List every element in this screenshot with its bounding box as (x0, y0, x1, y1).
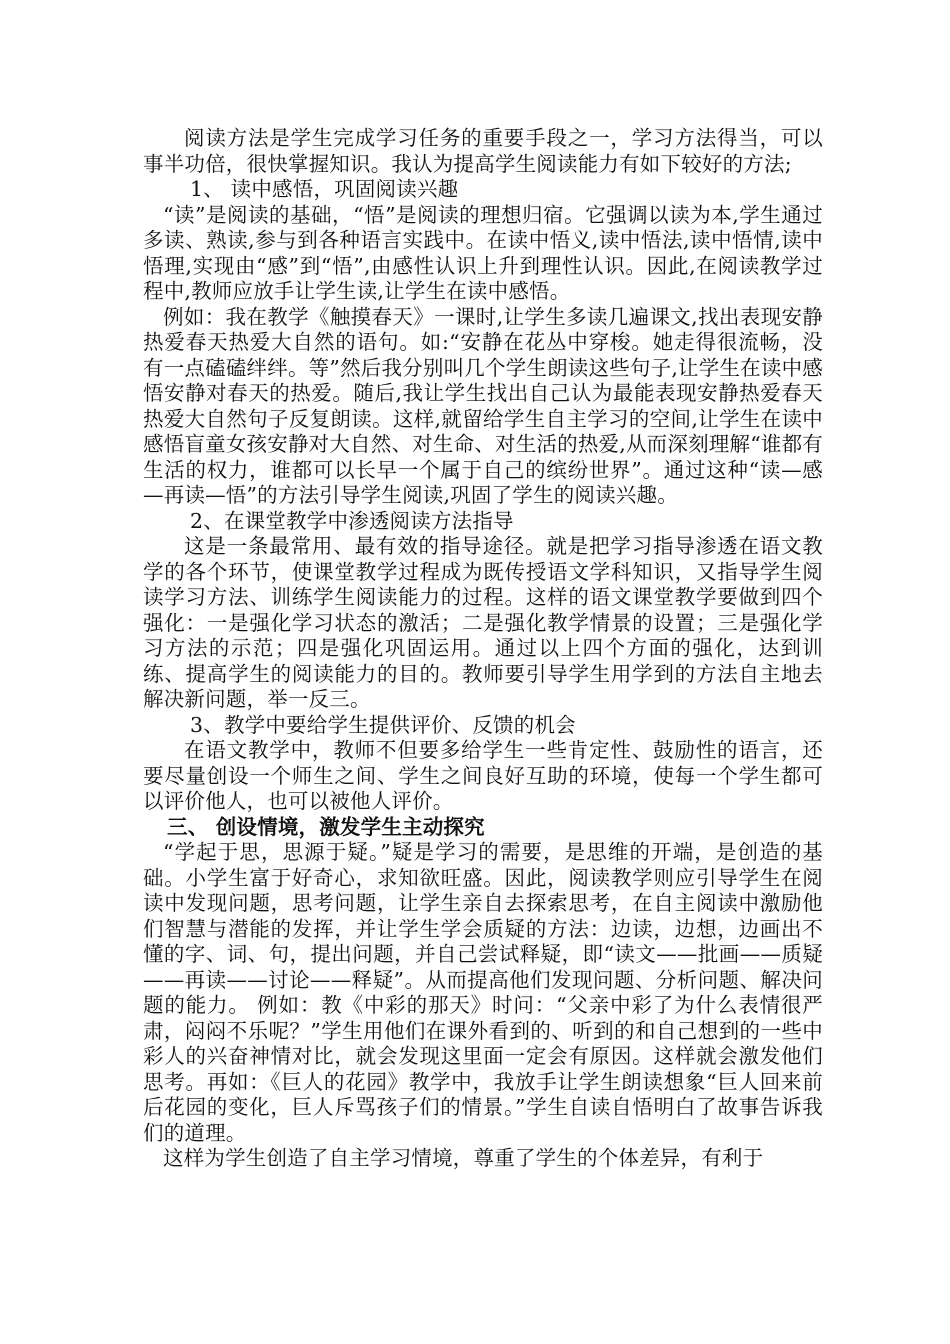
document-body (143, 126, 823, 1172)
section-3-heading: 3、教学中要给学生提供评价、反馈的机会 (190, 712, 576, 737)
section-1-paragraph: “读”是阅读的基础，“悟”是阅读的理想归宿。它强调以读为本,学生通过多读、熟读,参与到各种语言实践中。在读中悟义,读中悟法,读中悟情,读中悟理,实现由“感”到“悟”,由感性认识上升到理性认识。因此,在阅读教学过程中,教师应放手让学生读,让学生在读中感悟。 (143, 202, 823, 303)
section-2-heading: 2、在课堂教学中渗透阅读方法指导 (190, 508, 514, 533)
section-3-paragraph: 在语文教学中，教师不但要多给学生一些肯定性、鼓励性的语言，还要尽量创设一个师生之间、学生之间良好互助的环境，使每一个学生都可以评价他人，也可以被他人评价。 (143, 738, 823, 813)
section-2-paragraph: 这是一条最常用、最有效的指导途径。就是把学习指导渗透在语文教学的各个环节，使课堂教学过程成为既传授语文学科知识，又指导学生阅读学习方法、训练学生阅读能力的过程。这样的语文课堂教学要做到四个强化：一是强化学习状态的激活；二是强化教学情景的设置；三是强化学习方法的示范；四是强化巩固运用。通过以上四个方面的强化，达到训练、提高学生的阅读能力的目的。教师要引导学生用学到的方法自主地去解决新问题，举一反三。 (143, 534, 823, 711)
intro-paragraph: 阅读方法是学生完成学习任务的重要手段之一，学习方法得当，可以事半功倍，很快掌握知识。我认为提高学生阅读能力有如下较好的方法; (143, 126, 823, 176)
part-3-paragraph: “学起于思，思源于疑。”疑是学习的需要，是思维的开端，是创造的基础。小学生富于好奇心，求知欲旺盛。因此，阅读教学则应引导学生在阅读中发现问题，思考问题，让学生亲自去探索思考，在自主阅读中激励他们智慧与潜能的发挥，并让学生学会质疑的方法：边读，边想，边画出不懂的字、词、句，提出问题，并自己尝试释疑，即“读文——批画——质疑——再读——讨论——释疑”。从而提高他们发现问题、分析问题、解决问题的能力。 例如：教《中彩的那天》时问：“父亲中彩了为什么表情很严肃，闷闷不乐呢？”学生用他们在课外看到的、听到的和自己想到的一些中彩人的兴奋神情对比，就会发现这里面一定会有原因。这样就会激发他们思考。再如：《巨人的花园》教学中，我放手让学生朗读想象“巨人回来前后花园的变化，巨人斥骂孩子们的情景。”学生自读自悟明白了故事告诉我们的道理。 (143, 840, 823, 1145)
part-3-heading: 三、 创设情境，激发学生主动探究 (167, 814, 485, 839)
section-1-heading: 1、 读中感悟，巩固阅读兴趣 (190, 177, 459, 201)
example-paragraph: 例如：我在教学《触摸春天》一课时,让学生多读几遍课文,找出表现安静热爱春天热爱大自然的语句。如:“安静在花丛中穿梭。她走得很流畅，没有一点磕磕绊绊。等”然后我分别叫几个学生朗读这些句子,让学生在读中感悟安静对春天的热爱。随后,我让学生找出自己认为最能表现安静热爱春天热爱大自然句子反复朗读。这样,就留给学生自主学习的空间,让学生在读中感悟盲童女孩安静对大自然、对生命、对生活的热爱,从而深刻理解“谁都有生活的权力，谁都可以长早一个属于自己的缤纷世界”。通过这种“读—感—再读—悟”的方法引导学生阅读,巩固了学生的阅读兴趣。 (143, 304, 823, 507)
closing-paragraph: 这样为学生创造了自主学习情境，尊重了学生的个体差异，有利于 (163, 1146, 764, 1170)
